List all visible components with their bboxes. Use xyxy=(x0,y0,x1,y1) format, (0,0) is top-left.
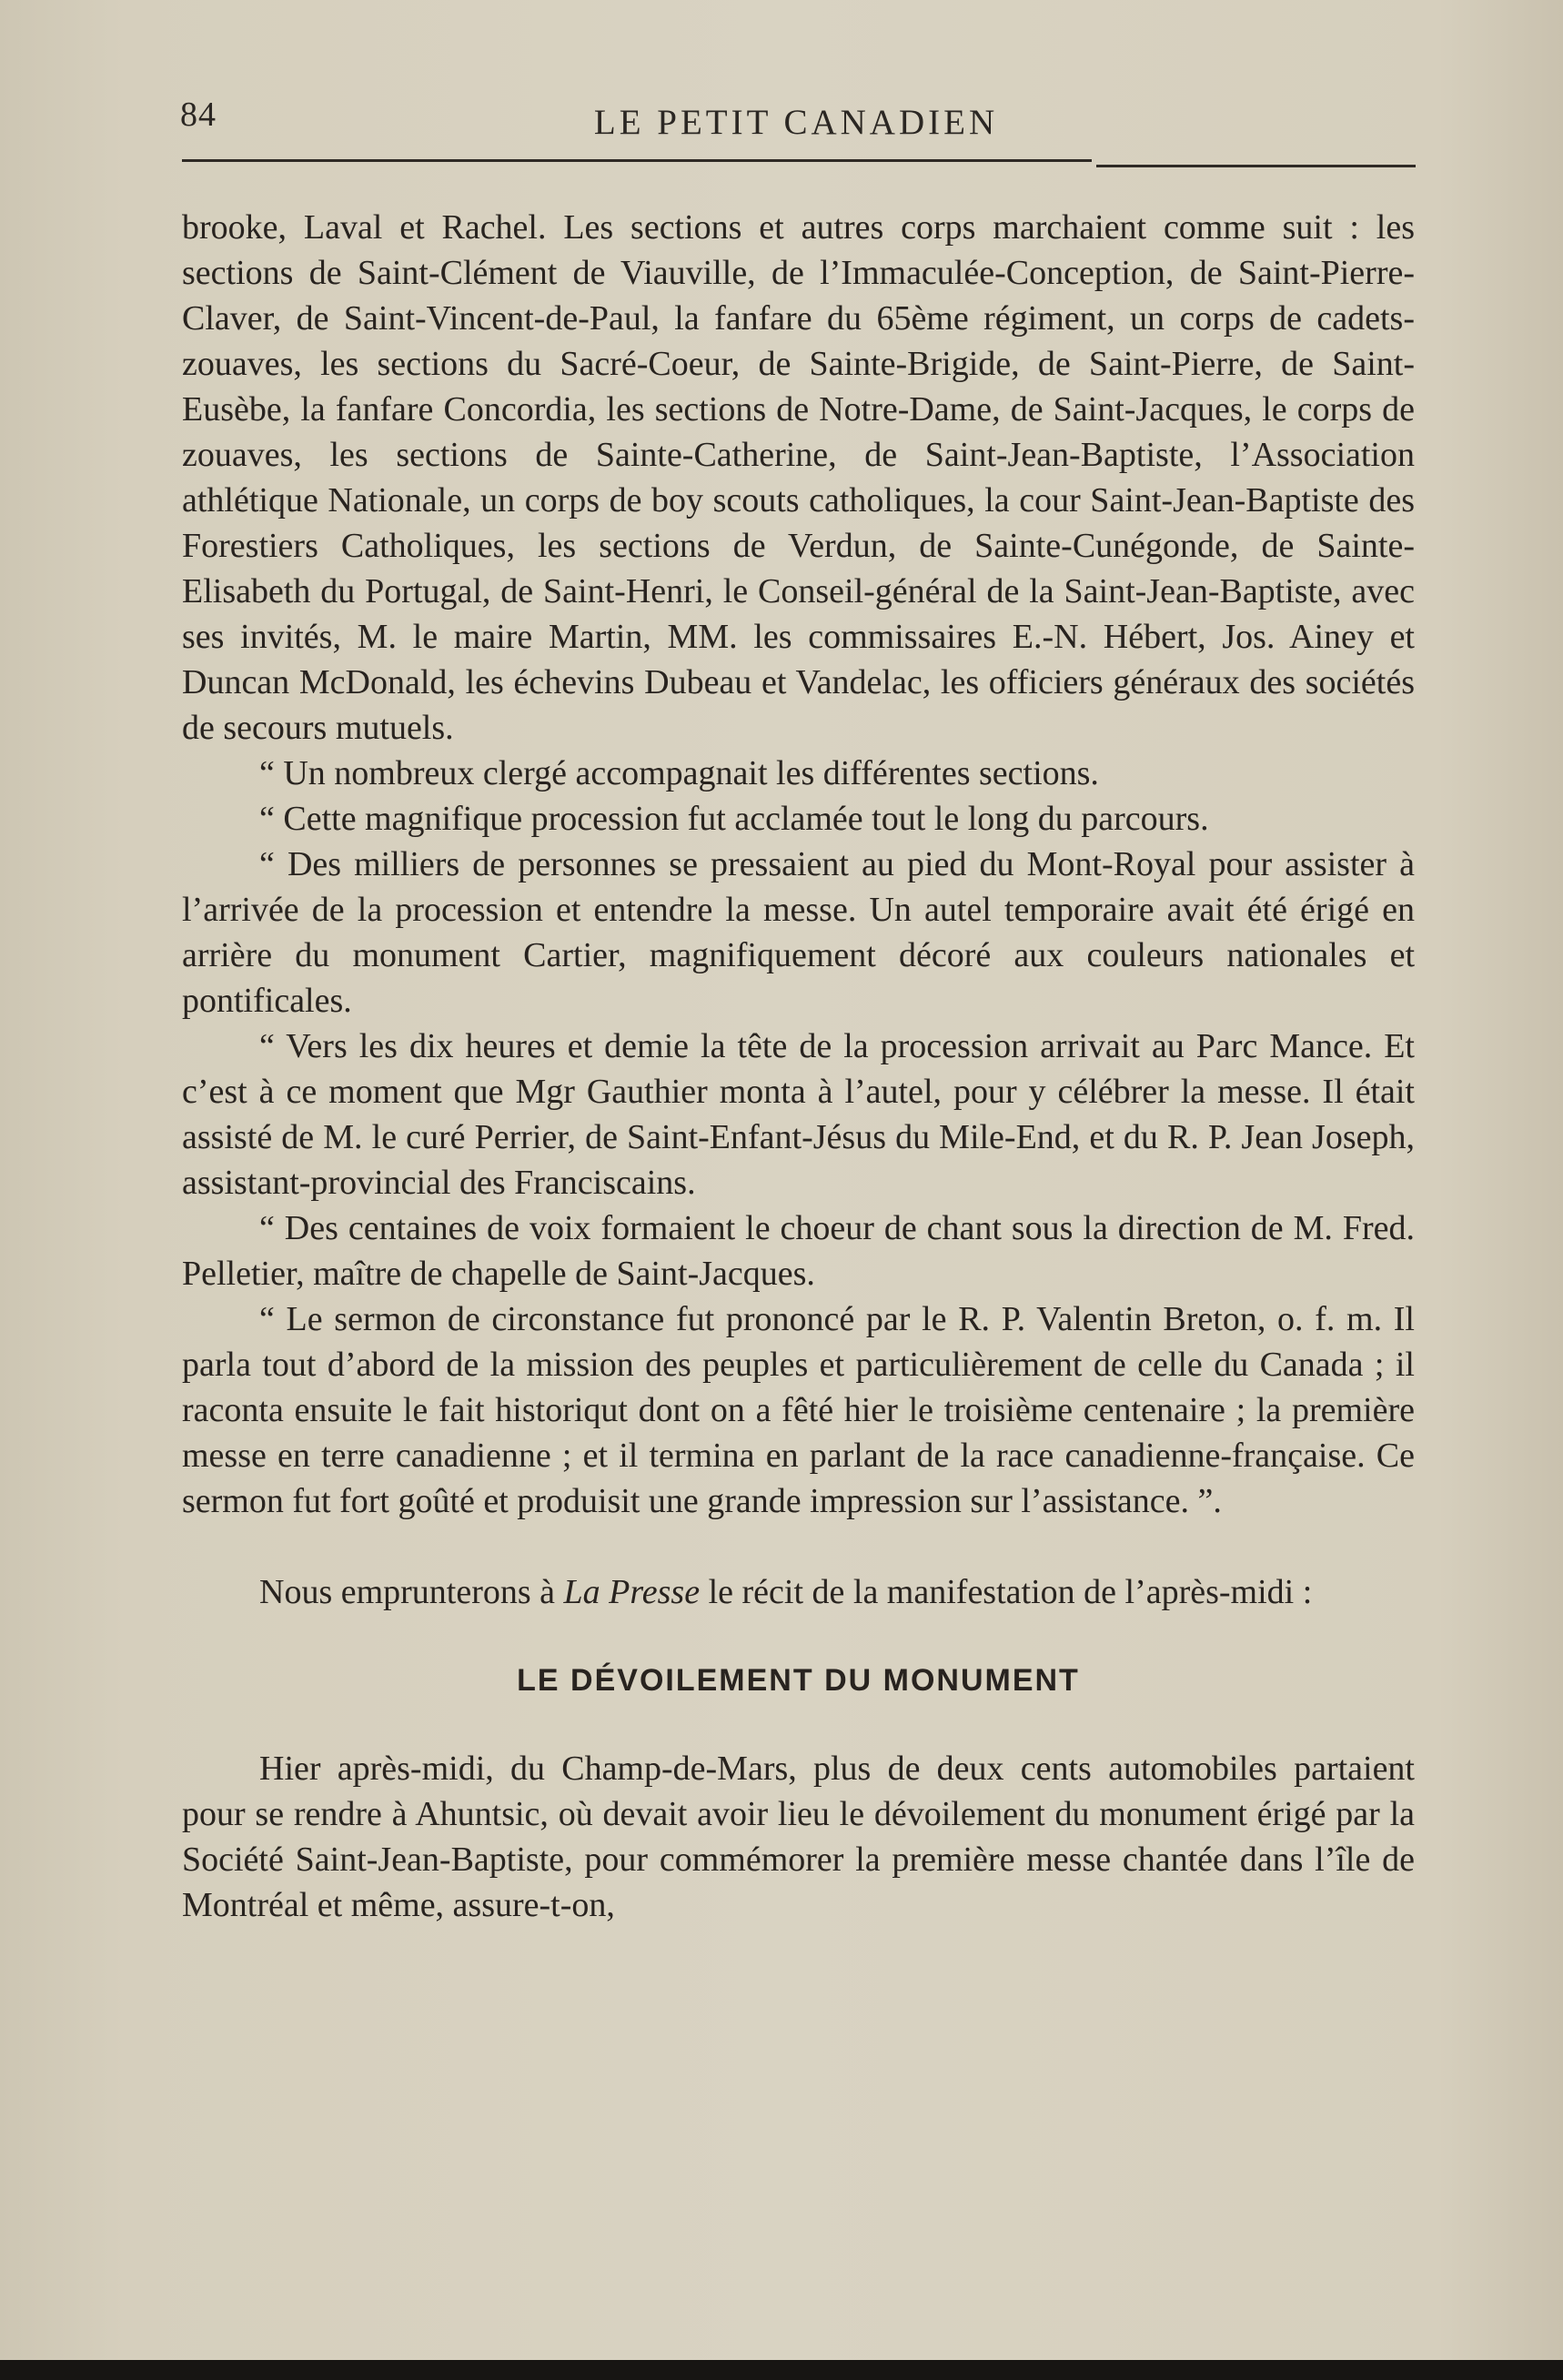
running-title: LE PETIT CANADIEN xyxy=(593,103,999,142)
page-body xyxy=(182,205,1415,1928)
presse-text-before: Nous emprunterons à xyxy=(259,1573,564,1611)
paragraph-acclaimed: “ Cette magnifique procession fut acclamée tout le long du parcours. xyxy=(259,800,1209,838)
header-rule xyxy=(182,159,1092,162)
la-presse-title: La Presse xyxy=(563,1573,701,1611)
header-rule-right xyxy=(1096,165,1416,167)
section-heading: LE DÉVOILEMENT DU MONUMENT xyxy=(517,1663,1080,1698)
scan-bottom-edge xyxy=(0,2360,1563,2380)
paragraph-spacer xyxy=(182,1524,1415,1569)
presse-text-after: le récit de la manifestation de l’après-midi : xyxy=(700,1573,1313,1611)
page-header xyxy=(173,91,1419,146)
paragraph-parc-mance: “ Vers les dix heures et demie la tête de la procession arrivait au Parc Mance. Et c’est à ce moment que Mgr Gauthier monta à l’autel, pour y célébrer la messe. Il était assisté de M. le curé Perrier, de Saint-Enfant-Jésus du Mile-End, et du R. P. Jean Joseph, assistant-provincial des Franciscains. xyxy=(182,1027,1415,1202)
paragraph-clergy: “ Un nombreux clergé accompagnait les différentes sections. xyxy=(259,754,1099,792)
paragraph-unveiling: Hier après-midi, du Champ-de-Mars, plus de deux cents automobiles partaient pour se rendre à Ahuntsic, où devait avoir lieu le dévoilement du monument érigé par la Société Saint-Jean-Baptiste, pour commémorer la première messe chantée dans l’île de Montréal et même, assure-t-on, xyxy=(182,1750,1415,1924)
paragraph-mont-royal: “ Des milliers de personnes se pressaient au pied du Mont-Royal pour assister à l’arrivée de la procession et entendre la messe. Un autel temporaire avait été érigé en arrière du monument Cartier, magnifiquement décoré aux couleurs nationales et pontificales. xyxy=(182,845,1415,1020)
paragraph-sermon: “ Le sermon de circonstance fut prononcé par le R. P. Valentin Breton, o. f. m. Il parla tout d’abord de la mission des peuples et particulièrement de celle du Canada ; il raconta ensuite le fait historiqut dont on a fêté hier le troisième centenaire ; la première messe en terre canadienne ; et il termina en parlant de la race canadienne-française. Ce sermon fut fort goûté et produisit une grande impression sur l’assistance. ”. xyxy=(182,1300,1415,1520)
paragraph-choir: “ Des centaines de voix formaient le choeur de chant sous la direction de M. Fred. Pelletier, maître de chapelle de Saint-Jacques. xyxy=(182,1209,1415,1293)
paragraph-procession-order: brooke, Laval et Rachel. Les sections et autres corps marchaient comme suit : les sections de Saint-Clément de Viauville, de l’Immaculée-Conception, de Saint-Pierre-Claver, de Saint-Vincent-de-Paul, la fanfare du 65ème régiment, un corps de cadets-zouaves, les sections du Sacré-Coeur, de Sainte-Brigide, de Saint-Pierre, de Saint-Eusèbe, la fanfare Concordia, les sections de Notre-Dame, de Saint-Jacques, le corps de zouaves, les sections de Sainte-Catherine, de Saint-Jean-Baptiste, l’Association athlétique Nationale, un corps de boy scouts catholiques, la cour Saint-Jean-Baptiste des Forestiers Catholiques, les sections de Verdun, de Sainte-Cunégonde, de Sainte-Elisabeth du Portugal, de Saint-Henri, le Conseil-général de la Saint-Jean-Baptiste, avec ses invités, M. le maire Martin, MM. les commissaires E.-N. Hébert, Jos. Ainey et Duncan McDonald, les échevins Dubeau et Vandelac, les officiers généraux des sociétés de secours mutuels. xyxy=(182,208,1415,747)
page-number: 84 xyxy=(180,96,217,134)
paragraph-la-presse xyxy=(182,1569,1415,1615)
